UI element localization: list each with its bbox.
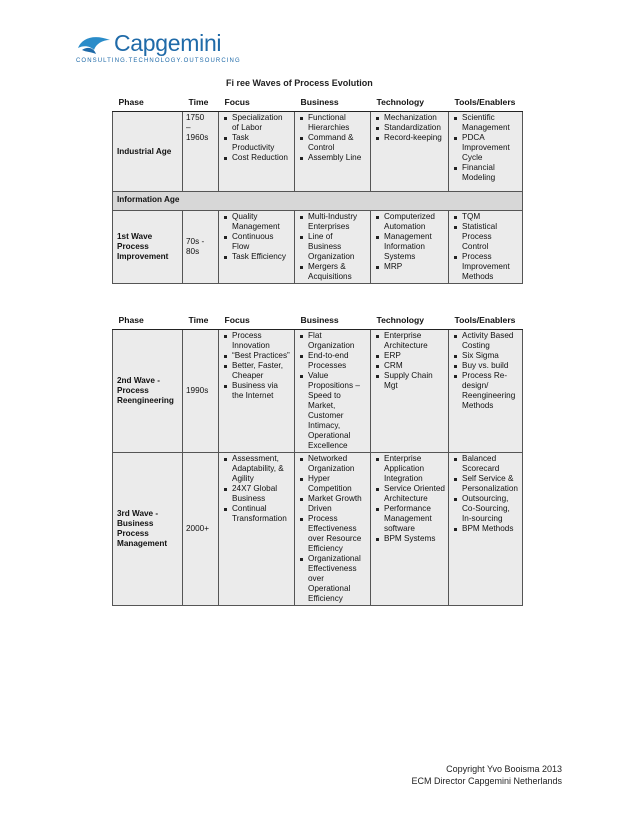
list-item: Management Information Systems xyxy=(374,232,445,262)
focus-cell xyxy=(219,211,295,284)
list-item: Organizational Effectiveness over Operational Efficiency xyxy=(298,554,367,604)
focus-cell xyxy=(219,112,295,192)
phase-cell: 3rd Wave - Business Process Management xyxy=(113,453,183,606)
header-tools: Tools/Enablers xyxy=(449,312,523,330)
list-item: Command & Control xyxy=(298,133,367,153)
bullet-list xyxy=(222,113,291,163)
list-item: Mergers & Acquisitions xyxy=(298,262,367,282)
list-item: Value Propositions – Speed to Market, Customer Intimacy, Operational Excellence xyxy=(298,371,367,451)
bullet-list xyxy=(298,113,367,163)
header-technology: Technology xyxy=(371,312,449,330)
list-item: Networked Organization xyxy=(298,454,367,474)
list-item: ERP xyxy=(374,351,445,361)
list-item: MRP xyxy=(374,262,445,272)
list-item: Market Growth Driven xyxy=(298,494,367,514)
tools-cell xyxy=(449,330,523,453)
list-item: CRM xyxy=(374,361,445,371)
bullet-list xyxy=(452,454,519,534)
list-item: Flat Organization xyxy=(298,331,367,351)
table-header-row xyxy=(113,312,523,330)
header-focus: Focus xyxy=(219,312,295,330)
list-item: Specialization of Labor xyxy=(222,113,291,133)
spade-logo-icon xyxy=(76,32,112,56)
list-item: Task Productivity xyxy=(222,133,291,153)
list-item: Continual Transformation xyxy=(222,504,291,524)
technology-cell xyxy=(371,453,449,606)
header-focus: Focus xyxy=(219,94,295,112)
header-business: Business xyxy=(295,312,371,330)
bullet-list xyxy=(374,212,445,272)
logo-tagline: CONSULTING.TECHNOLOGY.OUTSOURCING xyxy=(76,58,241,64)
business-cell xyxy=(295,453,371,606)
table-row-2nd-wave xyxy=(113,330,523,453)
tools-cell xyxy=(449,211,523,284)
list-item: Assessment, Adaptability, & Agility xyxy=(222,454,291,484)
list-item: PDCA Improvement Cycle xyxy=(452,133,519,163)
process-evolution-table-2 xyxy=(112,312,523,606)
list-item: Task Efficiency xyxy=(222,252,291,262)
list-item: Functional Hierarchies xyxy=(298,113,367,133)
list-item: “Best Practices” xyxy=(222,351,291,361)
phase-cell: Industrial Age xyxy=(113,112,183,192)
header-time: Time xyxy=(183,94,219,112)
time-cell: 1750 – 1960s xyxy=(183,112,219,192)
tools-cell xyxy=(449,112,523,192)
list-item: Quality Management xyxy=(222,212,291,232)
bullet-list xyxy=(298,454,367,604)
time-cell: 1990s xyxy=(183,330,219,453)
table-row-1st-wave xyxy=(113,211,523,284)
list-item: Self Service & Personalization xyxy=(452,474,519,494)
footer-line-title: ECM Director Capgemini Netherlands xyxy=(411,776,562,786)
technology-cell xyxy=(371,112,449,192)
time-cell: 2000+ xyxy=(183,453,219,606)
list-item: BPM Methods xyxy=(452,524,519,534)
list-item: Enterprise Architecture xyxy=(374,331,445,351)
business-cell xyxy=(295,211,371,284)
list-item: Line of Business Organization xyxy=(298,232,367,262)
list-item: Supply Chain Mgt xyxy=(374,371,445,391)
list-item: Process Improvement Methods xyxy=(452,252,519,282)
list-item: Six Sigma xyxy=(452,351,519,361)
list-item: 24X7 Global Business xyxy=(222,484,291,504)
business-cell xyxy=(295,330,371,453)
list-item: BPM Systems xyxy=(374,534,445,544)
logo-brand: Capgemini xyxy=(114,30,222,56)
list-item: Process Re-design/ Reengineering Methods xyxy=(452,371,519,411)
table-header-row xyxy=(113,94,523,112)
header-phase: Phase xyxy=(113,94,183,112)
list-item: Hyper Competition xyxy=(298,474,367,494)
list-item: Service Oriented Architecture xyxy=(374,484,445,504)
bullet-list xyxy=(222,454,291,524)
section-row xyxy=(113,192,523,211)
list-item: Balanced Scorecard xyxy=(452,454,519,474)
list-item: Computerized Automation xyxy=(374,212,445,232)
list-item: Standardization xyxy=(374,123,445,133)
process-evolution-table-1 xyxy=(112,94,523,284)
bullet-list xyxy=(298,331,367,451)
header-tools: Tools/Enablers xyxy=(449,94,523,112)
focus-cell xyxy=(219,453,295,606)
bullet-list xyxy=(222,331,291,401)
capgemini-logo xyxy=(76,30,241,70)
list-item: Cost Reduction xyxy=(222,153,291,163)
footer-copyright xyxy=(411,763,562,787)
list-item: Assembly Line xyxy=(298,153,367,163)
tools-cell xyxy=(449,453,523,606)
bullet-list xyxy=(374,113,445,143)
figure-title: Fi ree Waves of Process Evolution xyxy=(226,78,373,88)
technology-cell xyxy=(371,211,449,284)
list-item: Buy vs. build xyxy=(452,361,519,371)
bullet-list xyxy=(374,331,445,391)
footer-line-copyright: Copyright Yvo Booisma 2013 xyxy=(446,764,562,774)
list-item: Statistical Process Control xyxy=(452,222,519,252)
list-item: Record-keeping xyxy=(374,133,445,143)
section-information-age: Information Age xyxy=(113,192,523,211)
table-row-industrial-age xyxy=(113,112,523,192)
focus-cell xyxy=(219,330,295,453)
header-business: Business xyxy=(295,94,371,112)
bullet-list xyxy=(298,212,367,282)
list-item: Multi-Industry Enterprises xyxy=(298,212,367,232)
list-item: Enterprise Application Integration xyxy=(374,454,445,484)
header-phase: Phase xyxy=(113,312,183,330)
phase-cell: 1st Wave Process Improvement xyxy=(113,211,183,284)
list-item: Continuous Flow xyxy=(222,232,291,252)
list-item: Process Effectiveness over Resource Efficiency xyxy=(298,514,367,554)
list-item: End-to-end Processes xyxy=(298,351,367,371)
list-item: Outsourcing, Co-Sourcing, In-sourcing xyxy=(452,494,519,524)
header-technology: Technology xyxy=(371,94,449,112)
list-item: Process Innovation xyxy=(222,331,291,351)
business-cell xyxy=(295,112,371,192)
technology-cell xyxy=(371,330,449,453)
bullet-list xyxy=(452,212,519,282)
list-item: Better, Faster, Cheaper xyxy=(222,361,291,381)
bullet-list xyxy=(452,113,519,183)
table-row-3rd-wave xyxy=(113,453,523,606)
list-item: Financial Modeling xyxy=(452,163,519,183)
list-item: Performance Management software xyxy=(374,504,445,534)
list-item: Scientific Management xyxy=(452,113,519,133)
list-item: Activity Based Costing xyxy=(452,331,519,351)
bullet-list xyxy=(452,331,519,411)
list-item: TQM xyxy=(452,212,519,222)
bullet-list xyxy=(374,454,445,544)
time-cell: 70s - 80s xyxy=(183,211,219,284)
bullet-list xyxy=(222,212,291,262)
phase-cell: 2nd Wave - Process Reengineering xyxy=(113,330,183,453)
list-item: Mechanization xyxy=(374,113,445,123)
header-time: Time xyxy=(183,312,219,330)
list-item: Business via the Internet xyxy=(222,381,291,401)
